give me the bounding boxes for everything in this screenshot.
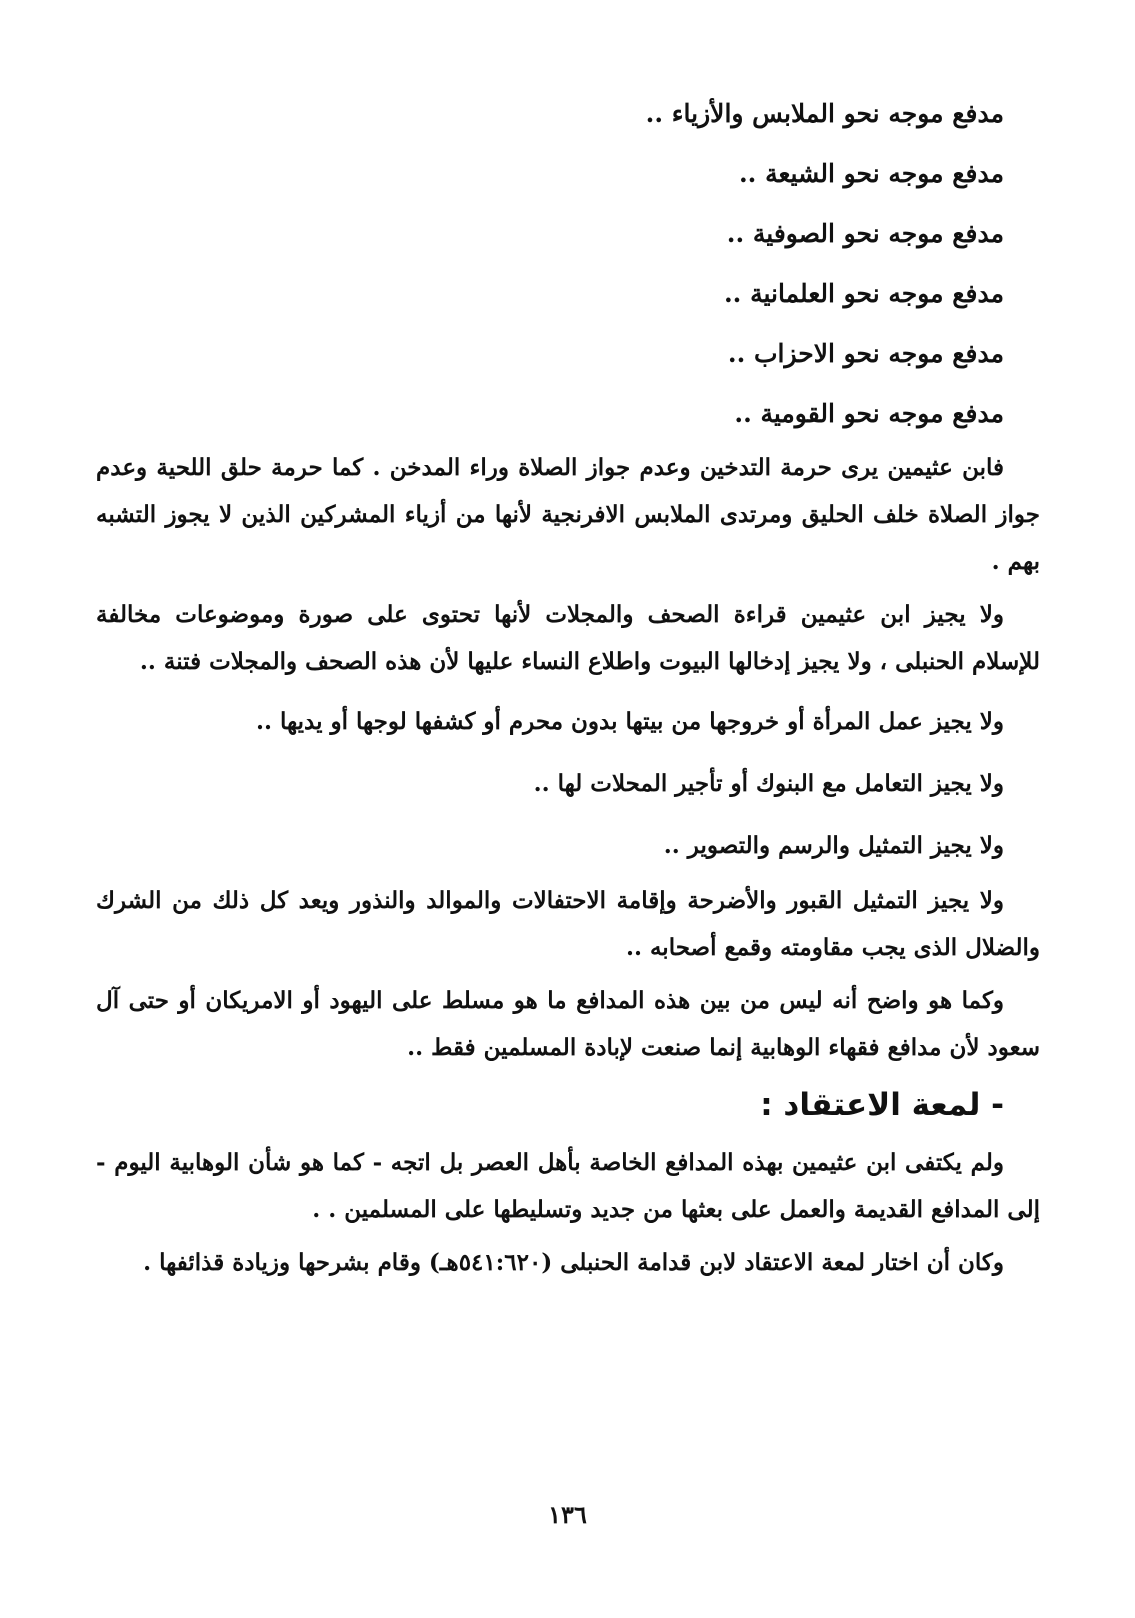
- paragraph-targets: وكما هو واضح أنه ليس من بين هذه المدافع ما هو مسلط على اليهود أو الامريكان أو حتى آل سعود لأن مدافع فقهاء الوهابية إنما صنعت لإبادة المسلمين فقط ..: [96, 987, 1040, 1061]
- line-banks: ولا يجيز التعامل مع البنوك أو تأجير المحلات لها ..: [533, 770, 1004, 797]
- list-item: مدفع موجه نحو الصوفية ..: [726, 219, 1004, 248]
- page-number: ١٣٦: [548, 1500, 587, 1529]
- cannon-list: [96, 84, 1040, 444]
- list-item: مدفع موجه نحو الشيعة ..: [738, 159, 1004, 188]
- line-women-work: ولا يجيز عمل المرأة أو خروجها من بيتها بدون محرم أو كشفها لوجها أو يديها ..: [255, 708, 1004, 735]
- line-art: ولا يجيز التمثيل والرسم والتصوير ..: [663, 832, 1004, 859]
- list-item: مدفع موجه نحو العلمانية ..: [723, 279, 1004, 308]
- paragraph-lumat-al-itiqad: وكان أن اختار لمعة الاعتقاد لابن قدامة الحنبلى (٥٤١:٦٢٠هـ) وقام بشرحها وزيادة قذائفها .: [143, 1249, 1004, 1276]
- list-item: مدفع موجه نحو الملابس والأزياء ..: [645, 99, 1004, 128]
- document-page: [96, 84, 1040, 1292]
- paragraph-shrines: ولا يجيز التمثيل القبور والأضرحة وإقامة الاحتفالات والموالد والنذور ويعد كل ذلك من الشرك والضلال الذى يجب مقاومته وقمع أصحابه ..: [96, 887, 1040, 961]
- paragraph-old-cannons: ولم يكتفى ابن عثيمين بهذه المدافع الخاصة بأهل العصر بل اتجه - كما هو شأن الوهابية اليوم - إلى المدافع القديمة والعمل على بعثها من جديد وتسليطها على المسلمين . .: [96, 1149, 1040, 1223]
- paragraph-smoking-beard: فابن عثيمين يرى حرمة التدخين وعدم جواز الصلاة وراء المدخن . كما حرمة حلق اللحية وعدم جواز الصلاة خلف الحليق ومرتدى الملابس الافرنجية لأنها من أزياء المشركين الذين لا يجوز التشبه بهم .: [96, 454, 1040, 575]
- list-item: مدفع موجه نحو الاحزاب ..: [727, 339, 1004, 368]
- paragraph-newspapers: ولا يجيز ابن عثيمين قراءة الصحف والمجلات لأنها تحتوى على صورة وموضوعات مخالفة للإسلام الحنبلى ، ولا يجيز إدخالها البيوت واطلاع النساء عليها لأن هذه الصحف والمجلات فتنة ..: [96, 601, 1040, 675]
- list-item: مدفع موجه نحو القومية ..: [734, 399, 1004, 428]
- section-heading: - لمعة الاعتقاد :: [760, 1087, 1004, 1123]
